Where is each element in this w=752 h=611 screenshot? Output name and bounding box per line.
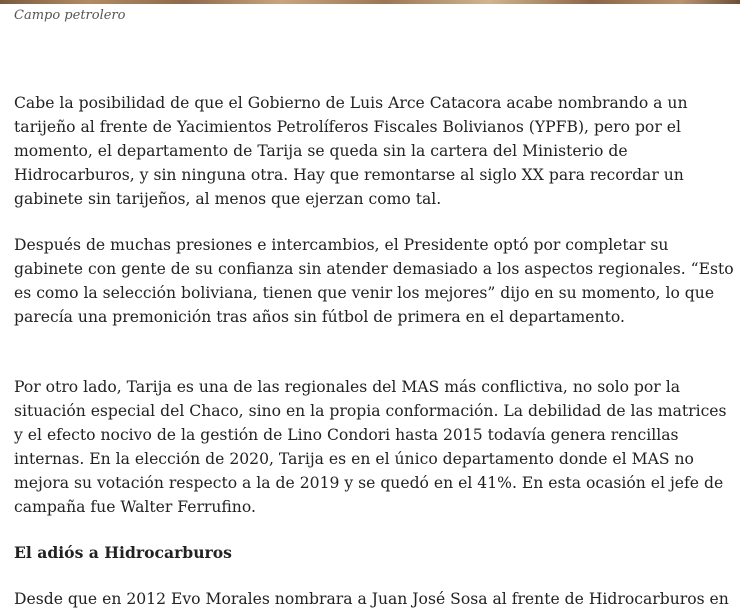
- article-paragraph: Desde que en 2012 Evo Morales nombrara a Juan José Sosa al frente de Hidrocarburos en: [14, 590, 729, 608]
- article-body: [14, 91, 736, 611]
- section-heading: El adiós a Hidrocarburos: [14, 543, 232, 562]
- article-paragraph: Por otro lado, Tarija es una de las regionales del MAS más conflictiva, no solo por la situación especial del Chaco, sino en la propia conformación. La debilidad de las matrices y el efecto nocivo de la gestión de Lino Condori hasta 2015 todavía genera rencillas internas. En la elección de 2020, Tarija es en el único departamento donde el MAS no mejora su votación respecto a la de 2019 y se quedó en el 41%. En esta ocasión el jefe de campaña fue Walter Ferrufino.: [14, 378, 727, 516]
- article-paragraph: Cabe la posibilidad de que el Gobierno de Luis Arce Catacora acabe nombrando a un tarijeño al frente de Yacimientos Petrolíferos Fiscales Bolivianos (YPFB), pero por el momento, el departamento de Tarija se queda sin la cartera del Ministerio de Hidrocarburos, y sin ninguna otra. Hay que remontarse al siglo XX para recordar un gabinete sin tarijeños, al menos que ejerzan como tal.: [14, 94, 688, 208]
- article-paragraph: Después de muchas presiones e intercambios, el Presidente optó por completar su gabinete con gente de su confianza sin atender demasiado a los aspectos regionales. “Esto es como la selección boliviana, tienen que venir los mejores” dijo en su momento, lo que parecía una premonición tras años sin fútbol de primera en el departamento.: [14, 236, 734, 326]
- photo-caption: Campo petrolero: [14, 8, 126, 23]
- article-photo: [0, 0, 740, 4]
